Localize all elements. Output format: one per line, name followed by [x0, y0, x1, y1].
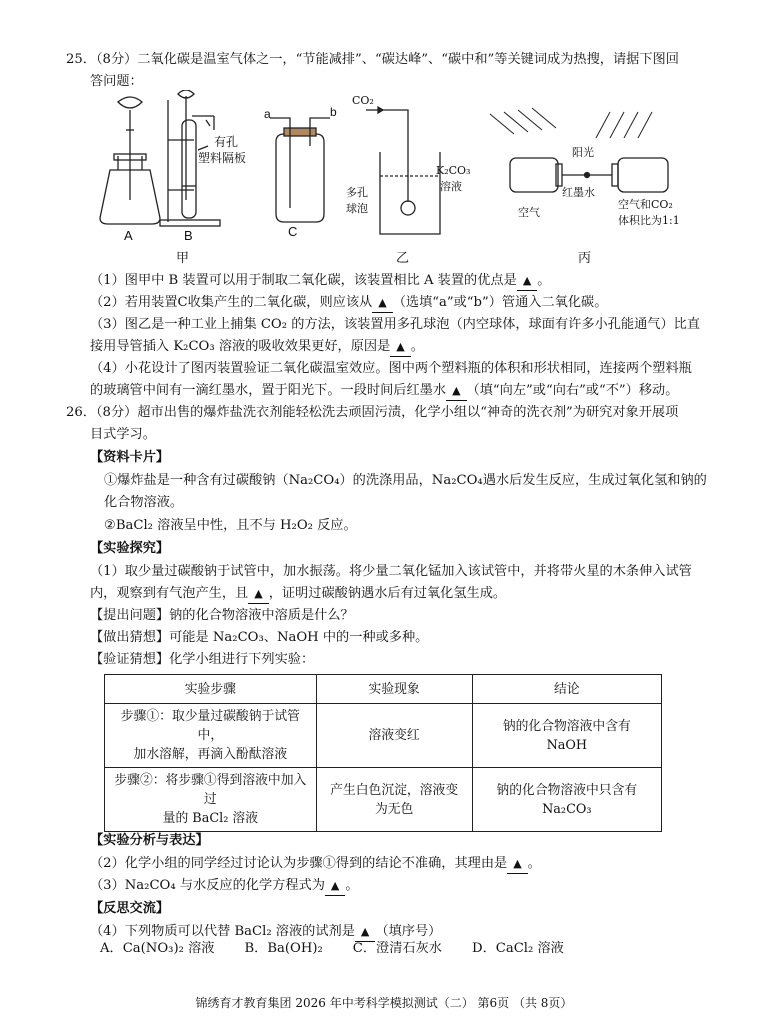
label-mix-2: 体积比为1:1: [618, 214, 680, 227]
apparatus-beaker: [366, 107, 440, 234]
q25-figure: [90, 90, 690, 270]
analysis-3: （3）Na₂CO₄ 与水反应的化学方程式为 ▲ 。: [90, 877, 359, 896]
label-ink: 红墨水: [562, 186, 595, 199]
label-holes: 有孔: [214, 135, 239, 149]
card-item-1: ①爆炸盐是一种含有过碳酸钠（Na₂CO₄）的洗涤用品，Na₂CO₄遇水后发生反应，生成过氧化氢和钠的: [104, 473, 707, 488]
label-porous-1: 多孔: [346, 186, 368, 199]
q26-heading: 26．（8分）超市出售的爆炸盐洗衣剂能轻松洗去顽固污渍，化学小组以“神奇的洗衣剂”为研究对象开展项: [66, 405, 679, 420]
label-solution: 溶液: [440, 180, 462, 193]
caption-jia: 甲: [176, 251, 190, 266]
section-question: 【提出问题】钠的化合物溶液中溶质是什么？: [90, 608, 354, 623]
analysis-2: （2）化学小组的同学经过讨论认为步骤①得到的结论不准确，其理由是 ▲ 。: [90, 855, 541, 874]
table-cell: 钠的化合物溶液中只含有 Na₂CO₃: [472, 768, 661, 832]
explore-1-cont: 内，观察到有气泡产生，且 ▲ ，证明过碳酸钠遇水后有过氧化氢生成。: [90, 585, 506, 604]
table-header: 结论: [472, 675, 661, 704]
answer-blank[interactable]: ▲: [390, 338, 410, 357]
label-c: C: [288, 224, 298, 239]
answer-blank[interactable]: ▲: [517, 272, 537, 291]
answer-blank[interactable]: ▲: [372, 294, 392, 313]
answer-blank[interactable]: ▲: [355, 923, 375, 942]
explore-1: （1）取少量过碳酸钠于试管中，加水振荡。将少量二氧化锰加入该试管中，并将带火星的木条伸入试管: [90, 564, 692, 579]
option-b: B．Ba(OH)₂: [244, 941, 323, 956]
label-sun: 阳光: [572, 146, 594, 159]
q25-p4-line2: 的玻璃管中间有一滴红墨水，置于阳光下。一段时间后红墨水 ▲ （填“向左”或“向右”或“不”）移动。: [90, 382, 678, 401]
section-explore: 【实验探究】: [90, 541, 170, 556]
label-plate: 塑料隔板: [198, 151, 247, 165]
experiment-table: [104, 674, 662, 832]
options-row: [100, 940, 564, 958]
label-air: 空气: [518, 206, 540, 219]
apparatus-c: [270, 118, 330, 222]
answer-blank[interactable]: ▲: [446, 382, 466, 401]
section-analysis: 【实验分析与表达】: [90, 833, 209, 848]
q25-p3-line2: 接用导管插入 K₂CO₃ 溶液的吸收效果更好，原因是 ▲ 。: [90, 338, 424, 357]
label-b: B: [184, 228, 193, 243]
q25-p4-line1: （4）小花设计了图丙装置验证二氧化碳温室效应。图中两个塑料瓶的体积和形状相同，连接两个塑料瓶: [90, 361, 692, 376]
table-row: [105, 768, 662, 832]
reflect-4: （4）下列物质可以代替 BaCl₂ 溶液的试剂是 ▲ （填序号）: [90, 923, 441, 942]
q25-heading: 25．（8分）二氧化碳是温室气体之一，“节能减排”、“碳达峰”、“碳中和”等关键词成为热搜，请据下图回: [66, 52, 679, 67]
table-header-row: [105, 675, 662, 704]
table-cell: 产生白色沉淀，溶液变 为无色: [316, 768, 472, 832]
table-header: 实验现象: [316, 675, 472, 704]
port-a: a: [264, 107, 271, 121]
label-k2co3: K₂CO₃: [436, 164, 471, 177]
option-d: D．CaCl₂ 溶液: [472, 941, 564, 956]
q25-p3-line1: （3）图乙是一种工业上捕集 CO₂ 的方法，该装置用多孔球泡（内空球体，球面有许多小孔能通气）比直: [90, 317, 701, 332]
table-cell: 步骤①：取少量过碳酸钠于试管中， 加水溶解，再滴入酚酞溶液: [105, 704, 317, 768]
table-cell: 步骤②：将步骤①得到溶液中加入过 量的 BaCl₂ 溶液: [105, 768, 317, 832]
option-a: A．Ca(NO₃)₂ 溶液: [100, 941, 215, 956]
apparatus-a: [100, 97, 160, 224]
q25-p1: （1）图甲中 B 装置可以用于制取二氧化碳，该装置相比 A 装置的优点是 ▲ 。: [90, 272, 550, 291]
table-header: 实验步骤: [105, 675, 317, 704]
label-a: A: [124, 228, 133, 243]
table-row: [105, 704, 662, 768]
section-reflect: 【反思交流】: [90, 901, 170, 916]
answer-blank[interactable]: ▲: [248, 585, 268, 604]
port-b: b: [330, 105, 337, 119]
option-c: C．澄清石灰水: [352, 941, 442, 956]
caption-yi: 乙: [396, 251, 410, 266]
section-card: 【资料卡片】: [90, 450, 170, 465]
table-cell: 钠的化合物溶液中含有 NaOH: [472, 704, 661, 768]
q26-heading-cont: 目式学习。: [90, 427, 156, 442]
card-item-2: ②BaCl₂ 溶液呈中性，且不与 H₂O₂ 反应。: [104, 518, 357, 533]
section-verify: 【验证猜想】化学小组进行下列实验：: [90, 652, 315, 667]
label-co2: CO₂: [352, 94, 374, 107]
label-mix-1: 空气和CO₂: [618, 198, 673, 211]
card-item-1-cont: 化合物溶液。: [104, 495, 184, 510]
page-footer: 锦绣育才教育集团 2026 年中考科学模拟测试（二） 第6页 （共 8页）: [195, 996, 573, 1010]
q25-heading-cont: 答问题：: [90, 74, 143, 89]
table-cell: 溶液变红: [316, 704, 472, 768]
label-porous-2: 球泡: [346, 202, 368, 215]
q25-p2: （2）若用装置C收集产生的二氧化碳，则应该从 ▲ （选填“a”或“b”）管通入二氧化碳。: [90, 294, 607, 313]
answer-blank[interactable]: ▲: [325, 877, 345, 896]
caption-bing: 丙: [578, 251, 592, 266]
answer-blank[interactable]: ▲: [507, 855, 527, 874]
section-guess: 【做出猜想】可能是 Na₂CO₃、NaOH 中的一种或多种。: [90, 630, 429, 645]
